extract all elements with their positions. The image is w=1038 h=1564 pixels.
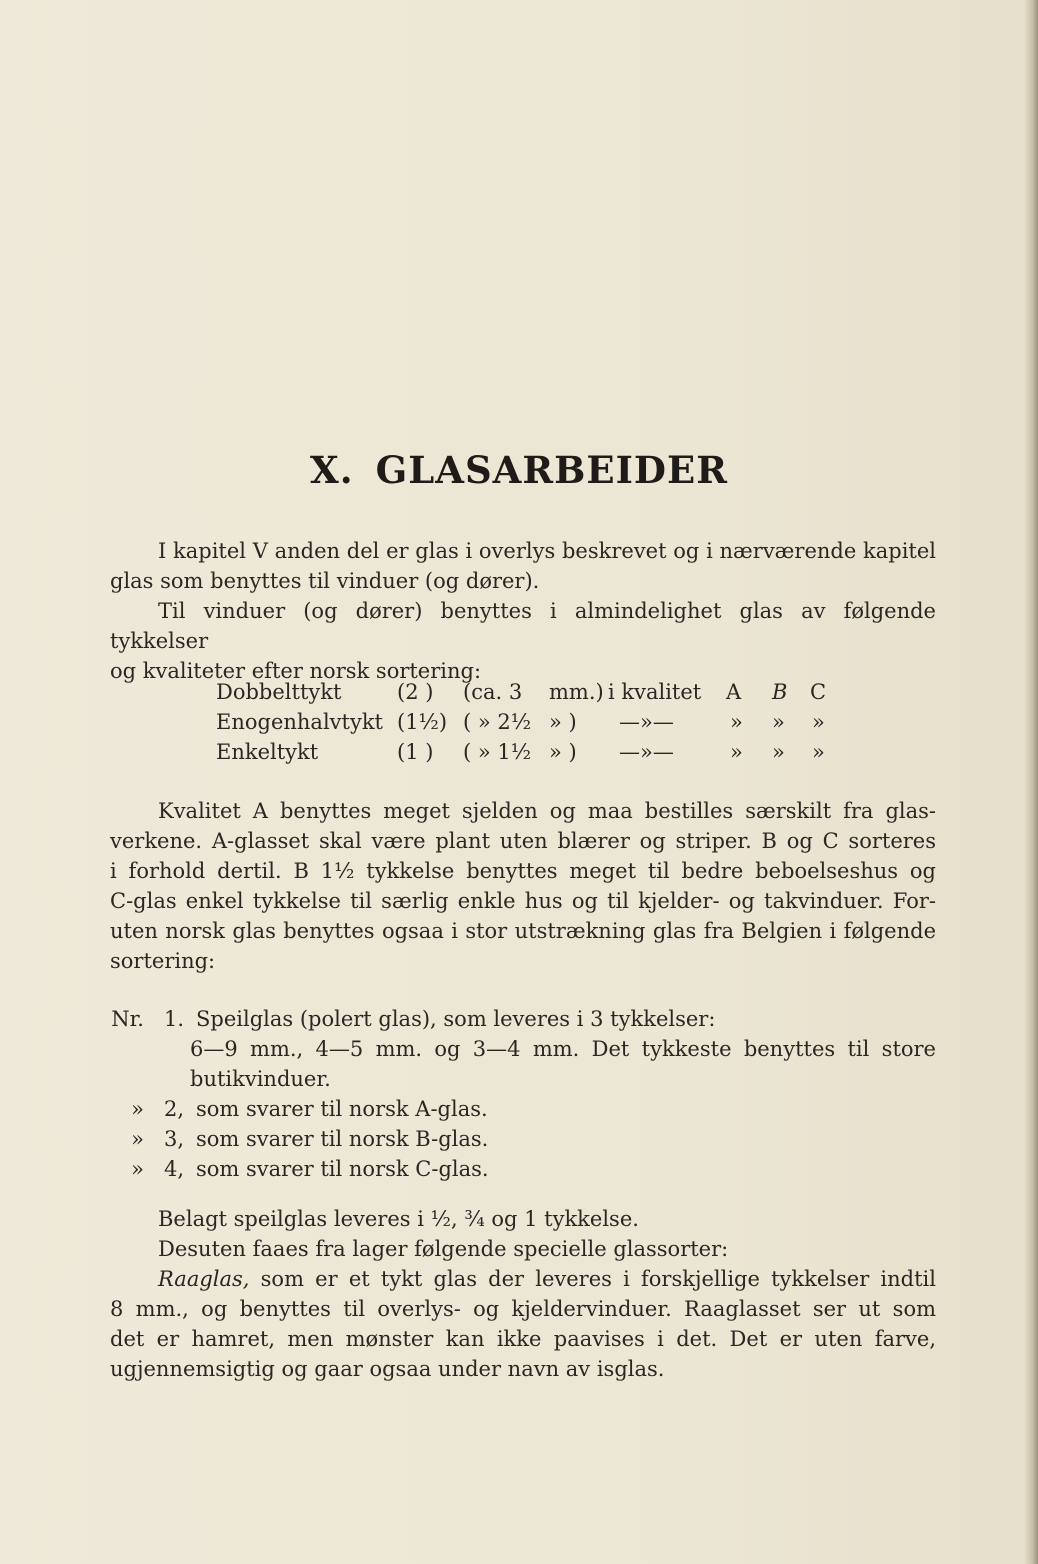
cell-a: » (730, 740, 743, 764)
cell-dim: (1 ) (397, 740, 434, 764)
text-line: Desuten faaes fra lager følgende specielle glassorter: (158, 1237, 729, 1261)
item-number: 3, (163, 1127, 184, 1151)
cell-name: Enkeltykt (216, 740, 319, 764)
item-mark: » (131, 1127, 144, 1151)
cell-a: » (730, 710, 743, 734)
text-line: ugjennemsigtig og gaar ogsaa under navn av isglas. (110, 1357, 665, 1381)
cell-c: » (812, 740, 825, 764)
cell-b: » (772, 740, 785, 764)
cell-dim: (2 ) (397, 680, 434, 704)
item-mark: » (131, 1097, 144, 1121)
cell-size: (ca. 3 (463, 680, 523, 704)
item-text: som svarer til norsk A-glas. (196, 1097, 488, 1121)
cell-kvalitet: i kvalitet (608, 680, 702, 704)
item-number: 1. (163, 1007, 184, 1031)
item-number: 4, (163, 1157, 184, 1181)
cell-c: » (812, 710, 825, 734)
item-mark: Nr. (111, 1007, 144, 1031)
chapter-title: GLASARBEIDER (375, 448, 728, 492)
text-line: verkene. A-glasset skal være plant uten blærer og striper. B og C sorteres (110, 829, 936, 853)
item-text: 6—9 mm., 4—5 mm. og 3—4 mm. Det tykkeste benyttes til store (190, 1037, 936, 1061)
cell-mm: » ) (549, 740, 577, 764)
cell-kvalitet: —»— (619, 710, 674, 734)
list-item (110, 1124, 936, 1154)
text-line: C-glas enkel tykkelse til særlig enkle hus og til kjelder- og takvinduer. For- (110, 889, 936, 913)
item-text: som svarer til norsk B-glas. (196, 1127, 489, 1151)
list-item (110, 1034, 936, 1064)
cell-name: Dobbelttykt (216, 680, 342, 704)
list-item (110, 1004, 936, 1034)
raaglas-term: Raaglas, (158, 1267, 250, 1291)
list-item (110, 1064, 936, 1094)
cell-kvalitet: —»— (619, 740, 674, 764)
intro-paragraph (110, 536, 936, 686)
chapter-heading (0, 448, 1038, 492)
text-line: glas som benyttes til vinduer (og dører). (110, 569, 540, 593)
list-item (110, 1094, 936, 1124)
list-item (110, 1154, 936, 1184)
cell-c: C (810, 680, 827, 704)
item-text: som svarer til norsk C-glas. (196, 1157, 489, 1181)
thickness-table (216, 677, 836, 767)
page-edge-shadow (1024, 0, 1038, 1564)
text-line: Belagt speilglas leveres i ½, ¾ og 1 tykkelse. (158, 1207, 639, 1231)
text-line: 8 mm., og benyttes til overlys- og kjeldervinduer. Raaglasset ser ut som (110, 1297, 936, 1321)
text-line: uten norsk glas benyttes ogsaa i stor utstrækning glas fra Belgien i følgende (110, 919, 936, 943)
cell-dim: (1½) (397, 710, 448, 734)
cell-mm: mm.) (549, 680, 604, 704)
desuten-paragraph (110, 1234, 936, 1264)
cell-b: B (772, 680, 788, 704)
table-row (216, 707, 836, 737)
text-line: I kapitel V anden del er glas i overlys beskrevet og i nærværende kapitel (158, 539, 936, 563)
raaglas-paragraph (110, 1264, 936, 1384)
cell-b: » (772, 710, 785, 734)
table-row (216, 737, 836, 767)
cell-size: ( » 1½ (463, 740, 532, 764)
raaglas-first-line: som er et tykt glas der leveres i forskjellige tykkelser indtil (260, 1267, 936, 1291)
text-line: i forhold dertil. B 1½ tykkelse benyttes meget til bedre beboelseshus og (110, 859, 936, 883)
quality-paragraph (110, 796, 936, 976)
item-text: butikvinduer. (190, 1067, 331, 1091)
belgian-sorting-list (110, 1004, 936, 1184)
text-line: det er hamret, men mønster kan ikke paavises i det. Det er uten farve, (110, 1327, 936, 1351)
item-mark: » (131, 1157, 144, 1181)
cell-name: Enogenhalvtykt (216, 710, 383, 734)
belagt-paragraph (110, 1204, 936, 1234)
text-line: Kvalitet A benyttes meget sjelden og maa bestilles særskilt fra glas- (158, 799, 936, 823)
table-row (216, 677, 836, 707)
cell-mm: » ) (549, 710, 577, 734)
text-line: Til vinduer (og dører) benyttes i almindelighet glas av følgende tykkelser (110, 599, 936, 653)
text-line: og kvaliteter efter norsk sortering: (110, 659, 482, 683)
text-line: sortering: (110, 949, 216, 973)
cell-size: ( » 2½ (463, 710, 532, 734)
text-line (110, 1264, 936, 1294)
item-number: 2, (163, 1097, 184, 1121)
cell-a: A (726, 680, 742, 704)
chapter-number: X. (310, 448, 354, 492)
item-text: Speilglas (polert glas), som leveres i 3 tykkelser: (196, 1007, 716, 1031)
